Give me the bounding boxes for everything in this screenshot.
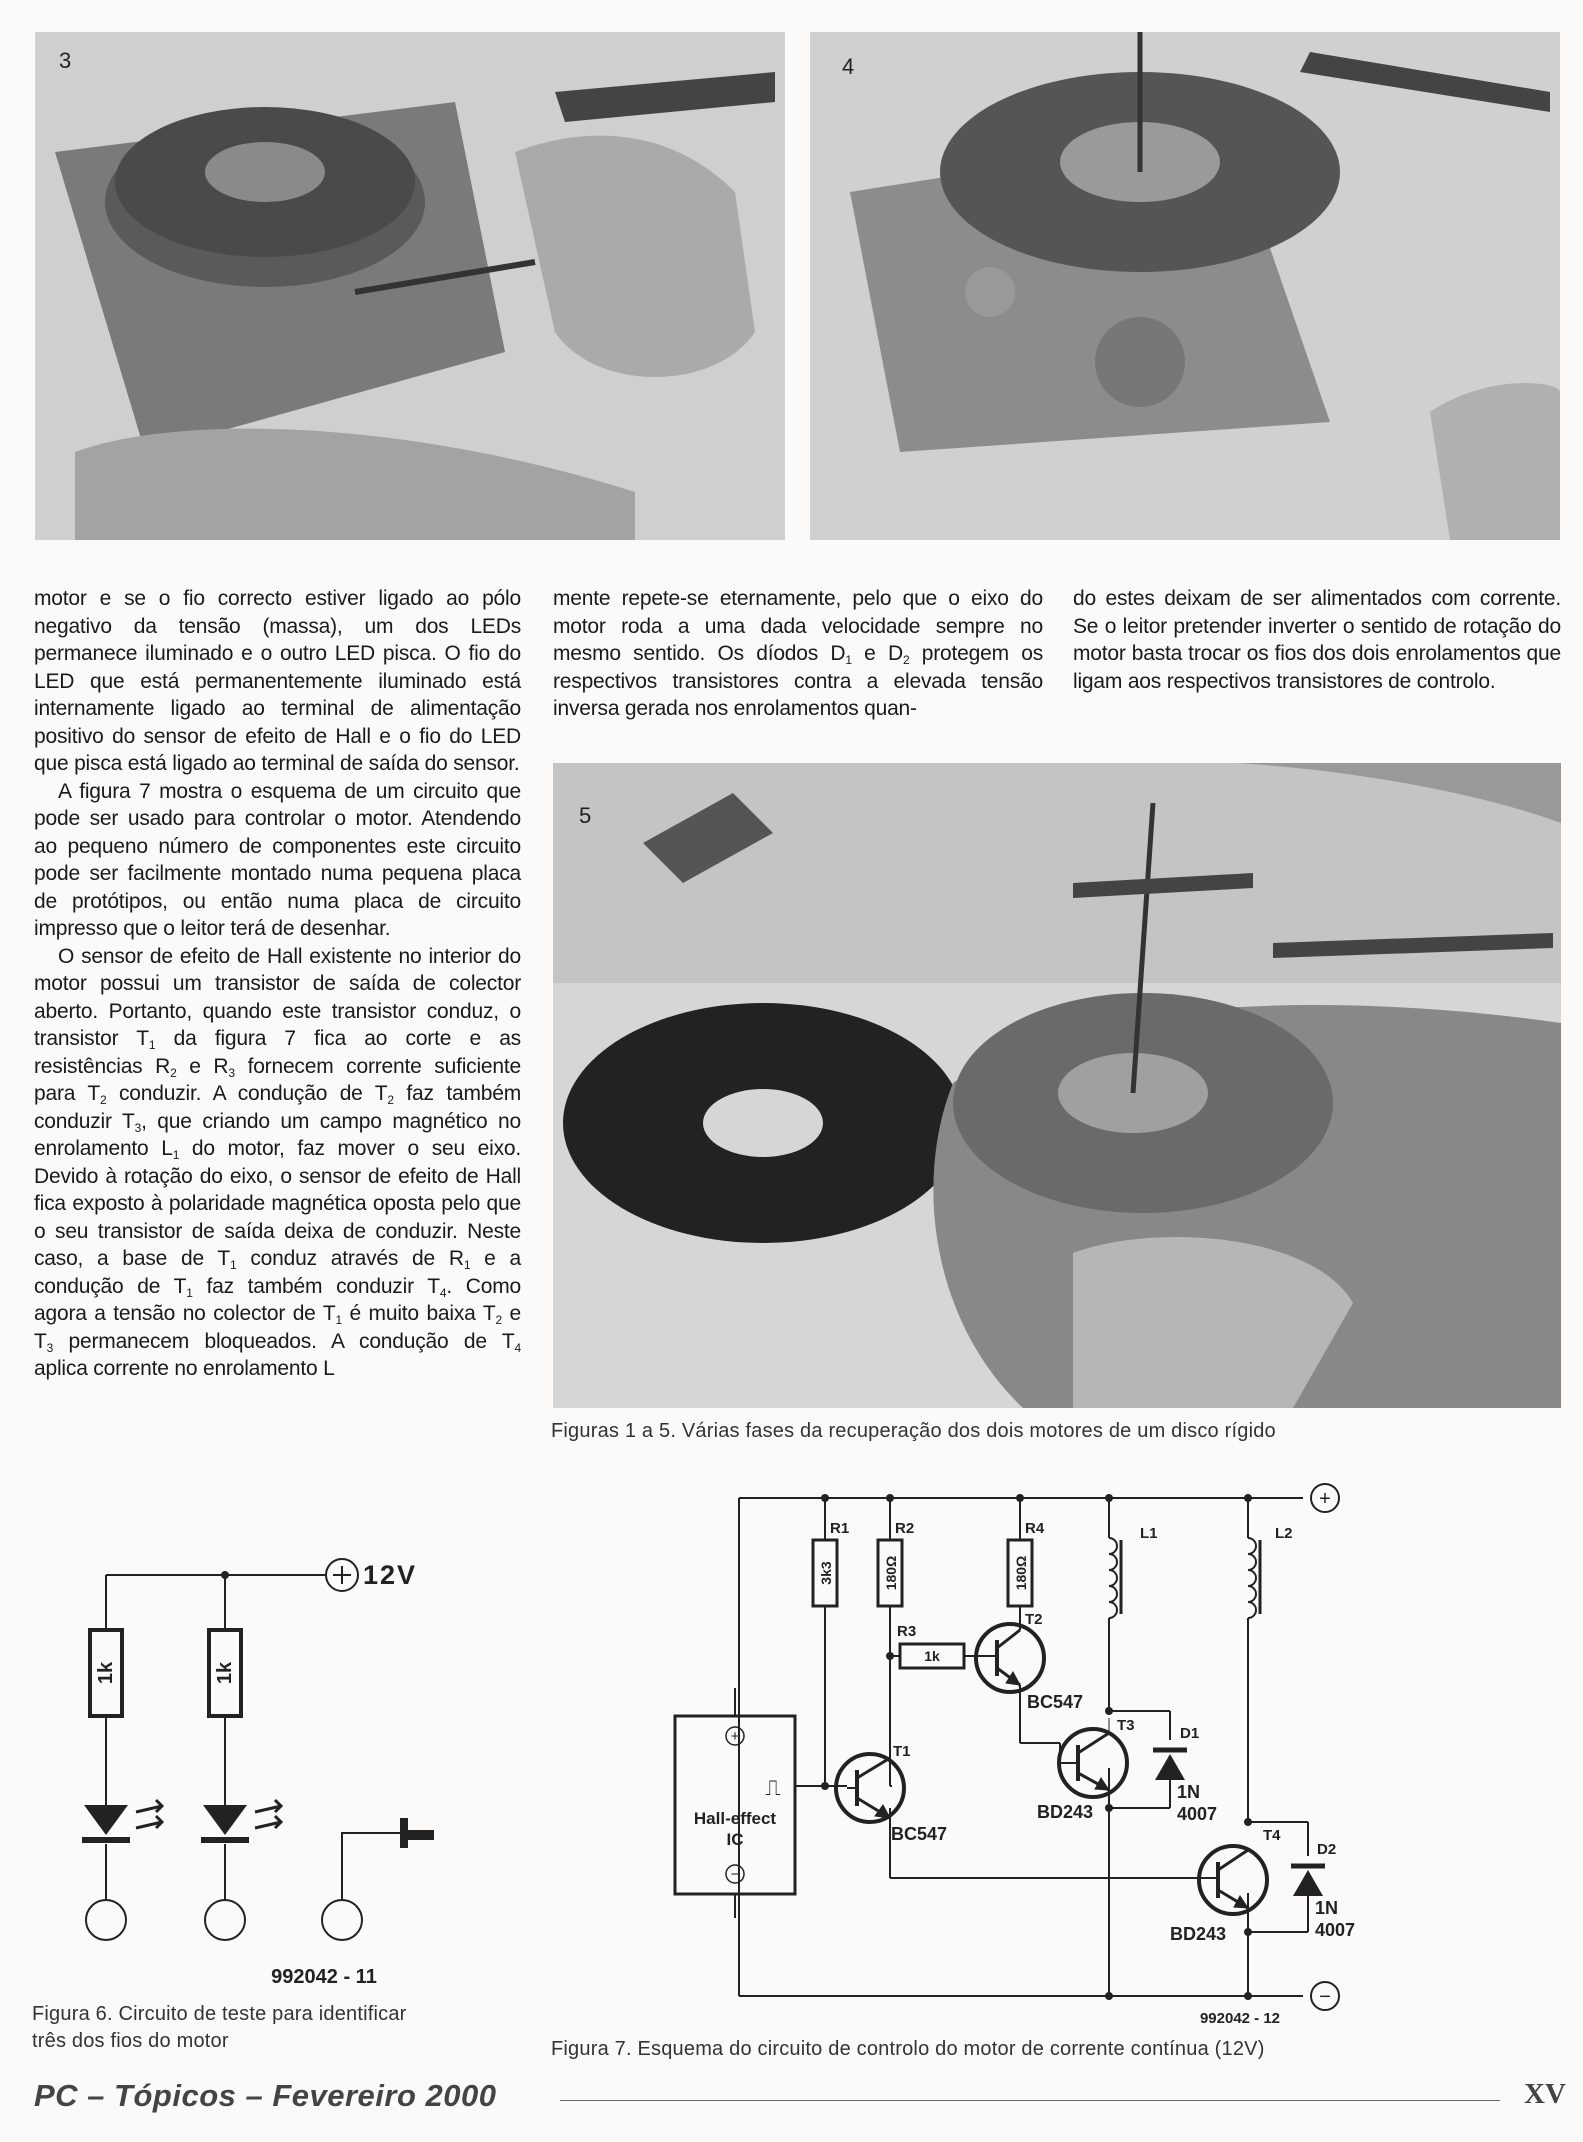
d2-value-1: 1N	[1315, 1898, 1339, 1918]
footer-publication: PC – Tópicos – Fevereiro 2000	[34, 2078, 497, 2113]
transistor-t1	[836, 1754, 904, 1822]
plus-rail-symbol: +	[1319, 1488, 1331, 1510]
l1-name: L1	[1140, 1525, 1158, 1542]
pulse-icon: ⎍	[765, 1775, 781, 1800]
d2-value-2: 4007	[1315, 1920, 1356, 1940]
figure-6-schematic	[60, 1550, 480, 1990]
photo-figure-4	[810, 32, 1560, 540]
led-1	[82, 1800, 162, 1840]
photo-figure-5	[553, 763, 1561, 1408]
r1-value: 3k3	[818, 1561, 834, 1585]
diode-d2	[1291, 1866, 1325, 1896]
photo-number-5: 5	[579, 803, 592, 828]
photo-number-4: 4	[842, 54, 855, 79]
photo-number-3: 3	[59, 48, 72, 73]
d2-name: D2	[1317, 1841, 1337, 1858]
photo-figure-3	[35, 32, 785, 540]
hall-label-2: IC	[726, 1830, 744, 1849]
paragraph-3: O sensor de efeito de Hall existente no interior do motor possui um transistor de saída de colector aberto. Portanto, quando este transistor conduz, o transistor $T_1$ da figura 7 fica ao corte e as resistências $R_2$ e $R_3$ fornecem corrente suficiente para $T_2$ conduzir. A condução de $T_2$ faz também conduzir $T_3$, que criando um campo magnético no enrolamento $L_1$ do motor, faz mover o seu eixo. Devido à rotação do eixo, o sensor de efeito de Hall fica exposto à polaridade magnética oposta pelo que o seu transistor de saída deixa de conduzir. Neste caso, a base de $T_1$ conduz através de $R_1$ e a condução de $T_1$ faz também conduzir $T_4$. Como agora a tensão no colector de $T_1$ é muito baixa $T_2$ e $T_3$ permanecem bloqueados. A condução de $T_4$ aplica corrente no enrolamento L	[34, 944, 522, 1380]
r2-name: R2	[895, 1520, 915, 1537]
page-number: XV	[1524, 2078, 1566, 2110]
fig6-r1-label: 1k	[95, 1661, 117, 1685]
t2-type: BC547	[1027, 1692, 1084, 1712]
figure-6-caption-line-1: Figura 6. Circuito de teste para identificar	[32, 2003, 407, 2025]
column-1-text	[34, 585, 521, 1383]
d1-value-2: 4007	[1177, 1804, 1218, 1824]
r3-value: 1k	[924, 1648, 940, 1664]
t4-name: T4	[1263, 1827, 1281, 1844]
fig6-r2-label: 1k	[214, 1661, 236, 1685]
column-3-text	[1073, 585, 1561, 695]
t3-type: BD243	[1037, 1802, 1094, 1822]
figure-7-caption: Figura 7. Esquema do circuito de controlo do motor de corrente contínua (12V)	[551, 2038, 1265, 2060]
hall-effect-ic	[675, 1688, 825, 1918]
photos-caption: Figuras 1 a 5. Várias fases da recuperação dos dois motores de um disco rígido	[551, 1420, 1276, 1442]
paragraph-2: A figura 7 mostra o esquema de um circuito que pode ser usado para controlar o motor. Atendendo ao pequeno número de componentes este circuito pode ser facilmente montado numa pequena placa de protótipos, ou então numa placa de circuito impresso que o leitor terá de desenhar.	[34, 779, 521, 940]
t3-name: T3	[1117, 1717, 1135, 1734]
diode-d1	[1153, 1750, 1187, 1780]
r4-value: 180Ω	[1013, 1555, 1029, 1591]
fig6-code: 992042 - 11	[271, 1966, 377, 1988]
paragraph-5: do estes deixam de ser alimentados com corrente. Se o leitor pretender inverter o sentido de rotação do motor basta trocar os fios dos dois enrolamentos que ligam aos respectivos transistores de controlo.	[1073, 587, 1561, 693]
photo-3-drawing	[35, 32, 785, 540]
hall-plus-symbol: +	[730, 1728, 740, 1745]
t4-type: BD243	[1170, 1924, 1227, 1944]
t1-type: BC547	[891, 1824, 948, 1844]
transistor-t4	[1165, 1846, 1267, 1914]
photo-4-drawing	[810, 32, 1560, 540]
transistor-t2	[976, 1624, 1044, 1692]
photo-5-drawing	[553, 763, 1561, 1408]
minus-rail-symbol: −	[1319, 1986, 1331, 2008]
paragraph-1: motor e se o fio correcto estiver ligado ao pólo negativo da tensão (massa), um dos LEDs permanece iluminado e o outro LED pisca. O fio do LED que está permanentemente iluminado está internamente ligado ao terminal de alimentação positivo do sensor de efeito de Hall e o fio do LED que pisca está ligado ao terminal de saída do sensor.	[34, 587, 521, 775]
figure-7-schematic	[665, 1478, 1365, 2038]
footer-rule	[560, 2100, 1500, 2101]
r3-name: R3	[897, 1623, 917, 1640]
t1-name: T1	[893, 1743, 911, 1760]
r2-value: 180Ω	[883, 1555, 899, 1591]
fig6-supply-label: 12V	[363, 1560, 418, 1590]
d1-value-1: 1N	[1177, 1782, 1201, 1802]
r4-name: R4	[1025, 1520, 1045, 1537]
figure-6-caption-line-2: três dos fios do motor	[32, 2030, 229, 2052]
code-fig7: 992042 - 12	[1199, 2010, 1281, 2027]
d1-name: D1	[1180, 1725, 1200, 1742]
column-2-text	[553, 585, 1043, 723]
led-2	[201, 1800, 281, 1840]
paragraph-4: mente repete-se eternamente, pelo que o eixo do motor roda a uma dada velocidade sempre no mesmo sentido. Os díodos $D_1$ e $D_2$ protegem os respectivos transistores contra a elevada tensão inversa gerada nos enrolamentos quan-	[553, 587, 1043, 720]
hall-minus-symbol: −	[730, 1866, 740, 1883]
r1-name: R1	[830, 1520, 850, 1537]
l2-name: L2	[1275, 1525, 1293, 1542]
hall-label-1: Hall-effect	[693, 1809, 777, 1828]
t2-name: T2	[1025, 1611, 1043, 1628]
